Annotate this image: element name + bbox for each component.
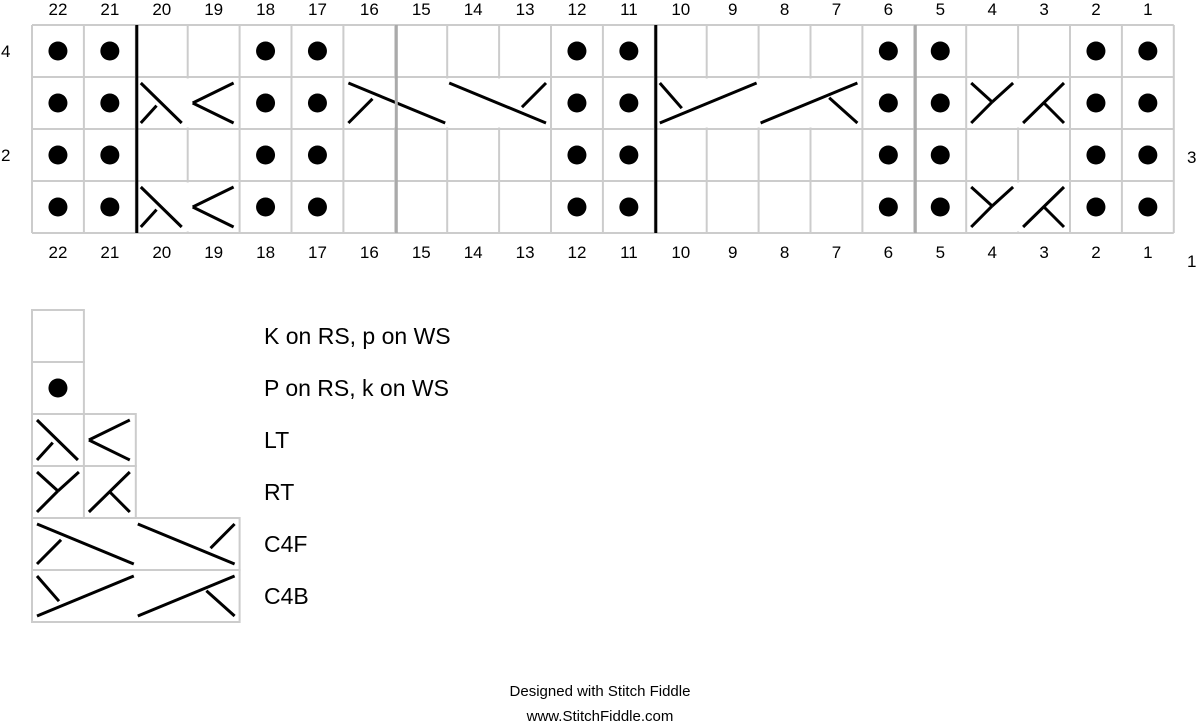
row4-col1-purl-dot: [1138, 42, 1157, 61]
row1-col6-purl-dot: [879, 198, 898, 217]
row3-col5-purl-dot: [931, 94, 950, 113]
row-label-right: 3: [1187, 148, 1197, 167]
cable-bg: [968, 183, 1069, 232]
row2-col21-purl-dot: [100, 146, 119, 165]
column-label-bottom: 12: [567, 243, 587, 262]
column-label-bottom: 18: [256, 243, 276, 262]
column-label-bottom: 4: [987, 243, 997, 262]
column-label-bottom: 20: [152, 243, 172, 262]
column-label-bottom: 5: [935, 243, 946, 262]
column-label-top: 19: [204, 0, 224, 19]
cable-bg: [137, 183, 238, 232]
row1-col17-purl-dot: [308, 198, 327, 217]
footer-credit: Designed with Stitch Fiddle: [509, 683, 691, 700]
row4-col17-purl-dot: [308, 42, 327, 61]
column-label-top: 10: [671, 0, 691, 19]
legend-label-purl: P on RS, k on WS: [264, 375, 449, 401]
row3-col2-purl-dot: [1086, 94, 1105, 113]
column-label-top: 21: [100, 0, 120, 19]
row2-col11-purl-dot: [619, 146, 638, 165]
row2-col22-purl-dot: [48, 146, 67, 165]
cable-bg: [345, 79, 550, 128]
column-label-top: 17: [308, 0, 327, 19]
row4-col11-purl-dot: [619, 42, 638, 61]
legend-label-LT: LT: [264, 427, 290, 453]
row-label-left: 2: [1, 146, 11, 165]
row3-col6-purl-dot: [879, 94, 898, 113]
column-label-bottom: 19: [204, 243, 224, 262]
row2-col12-purl-dot: [567, 146, 586, 165]
column-label-top: 6: [883, 0, 894, 19]
row1-col1-purl-dot: [1138, 198, 1157, 217]
column-label-bottom: 3: [1039, 243, 1049, 262]
cable-bg: [137, 79, 238, 128]
cable-bg: [968, 79, 1069, 128]
row3-col12-purl-dot: [567, 94, 586, 113]
row1-col12-purl-dot: [567, 198, 586, 217]
column-label-bottom: 21: [100, 243, 120, 262]
row2-col18-purl-dot: [256, 146, 275, 165]
legend-purl-purl-dot: [48, 379, 67, 398]
row3-col17-purl-dot: [308, 94, 327, 113]
column-label-bottom: 7: [831, 243, 842, 262]
column-label-top: 3: [1039, 0, 1049, 19]
row1-col5-purl-dot: [931, 198, 950, 217]
column-label-bottom: 17: [308, 243, 327, 262]
column-label-bottom: 10: [671, 243, 691, 262]
row4-col6-purl-dot: [879, 42, 898, 61]
column-label-bottom: 22: [48, 243, 68, 262]
column-label-top: 1: [1143, 0, 1153, 19]
row4-col12-purl-dot: [567, 42, 586, 61]
legend-swatch-C4F: [32, 518, 240, 570]
column-label-top: 5: [935, 0, 946, 19]
footer-url[interactable]: www.StitchFiddle.com: [526, 708, 674, 725]
cable-bg: [656, 79, 861, 128]
column-label-top: 14: [463, 0, 483, 19]
column-label-top: 7: [831, 0, 842, 19]
row2-col1-purl-dot: [1138, 146, 1157, 165]
column-label-top: 2: [1091, 0, 1101, 19]
column-label-bottom: 8: [779, 243, 790, 262]
row1-col18-purl-dot: [256, 198, 275, 217]
column-label-bottom: 9: [727, 243, 738, 262]
column-label-top: 11: [620, 0, 638, 19]
row4-col2-purl-dot: [1086, 42, 1105, 61]
legend-label-RT: RT: [264, 479, 295, 505]
legend-swatch-knit: [32, 310, 84, 362]
column-label-bottom: 13: [515, 243, 535, 262]
column-label-bottom: 15: [411, 243, 431, 262]
column-label-bottom: 11: [620, 243, 638, 262]
row-label-right: 1: [1187, 252, 1197, 271]
legend-label-knit: K on RS, p on WS: [264, 323, 451, 349]
column-label-top: 20: [152, 0, 172, 19]
column-label-bottom: 14: [463, 243, 483, 262]
row3-col21-purl-dot: [100, 94, 119, 113]
column-label-top: 12: [567, 0, 587, 19]
legend-label-C4B: C4B: [264, 583, 309, 609]
row1-col2-purl-dot: [1086, 198, 1105, 217]
row2-col2-purl-dot: [1086, 146, 1105, 165]
column-label-top: 8: [779, 0, 790, 19]
row4-col18-purl-dot: [256, 42, 275, 61]
row4-col5-purl-dot: [931, 42, 950, 61]
row-label-left: 4: [1, 42, 11, 61]
column-label-top: 9: [727, 0, 738, 19]
row2-col6-purl-dot: [879, 146, 898, 165]
column-label-top: 18: [256, 0, 276, 19]
row3-col22-purl-dot: [48, 94, 67, 113]
row2-col17-purl-dot: [308, 146, 327, 165]
legend-swatch-C4B: [32, 570, 240, 622]
column-label-bottom: 16: [359, 243, 379, 262]
legend-label-C4F: C4F: [264, 531, 308, 557]
row3-col1-purl-dot: [1138, 94, 1157, 113]
column-label-top: 13: [515, 0, 535, 19]
column-label-top: 15: [411, 0, 431, 19]
row4-col21-purl-dot: [100, 42, 119, 61]
column-label-bottom: 2: [1091, 243, 1101, 262]
row1-col11-purl-dot: [619, 198, 638, 217]
column-label-top: 16: [359, 0, 379, 19]
row1-col21-purl-dot: [100, 198, 119, 217]
column-label-top: 22: [48, 0, 68, 19]
row4-col22-purl-dot: [48, 42, 67, 61]
column-label-bottom: 1: [1143, 243, 1153, 262]
column-label-top: 4: [987, 0, 997, 19]
row3-col18-purl-dot: [256, 94, 275, 113]
row3-col11-purl-dot: [619, 94, 638, 113]
row1-col22-purl-dot: [48, 198, 67, 217]
row2-col5-purl-dot: [931, 146, 950, 165]
column-label-bottom: 6: [883, 243, 894, 262]
